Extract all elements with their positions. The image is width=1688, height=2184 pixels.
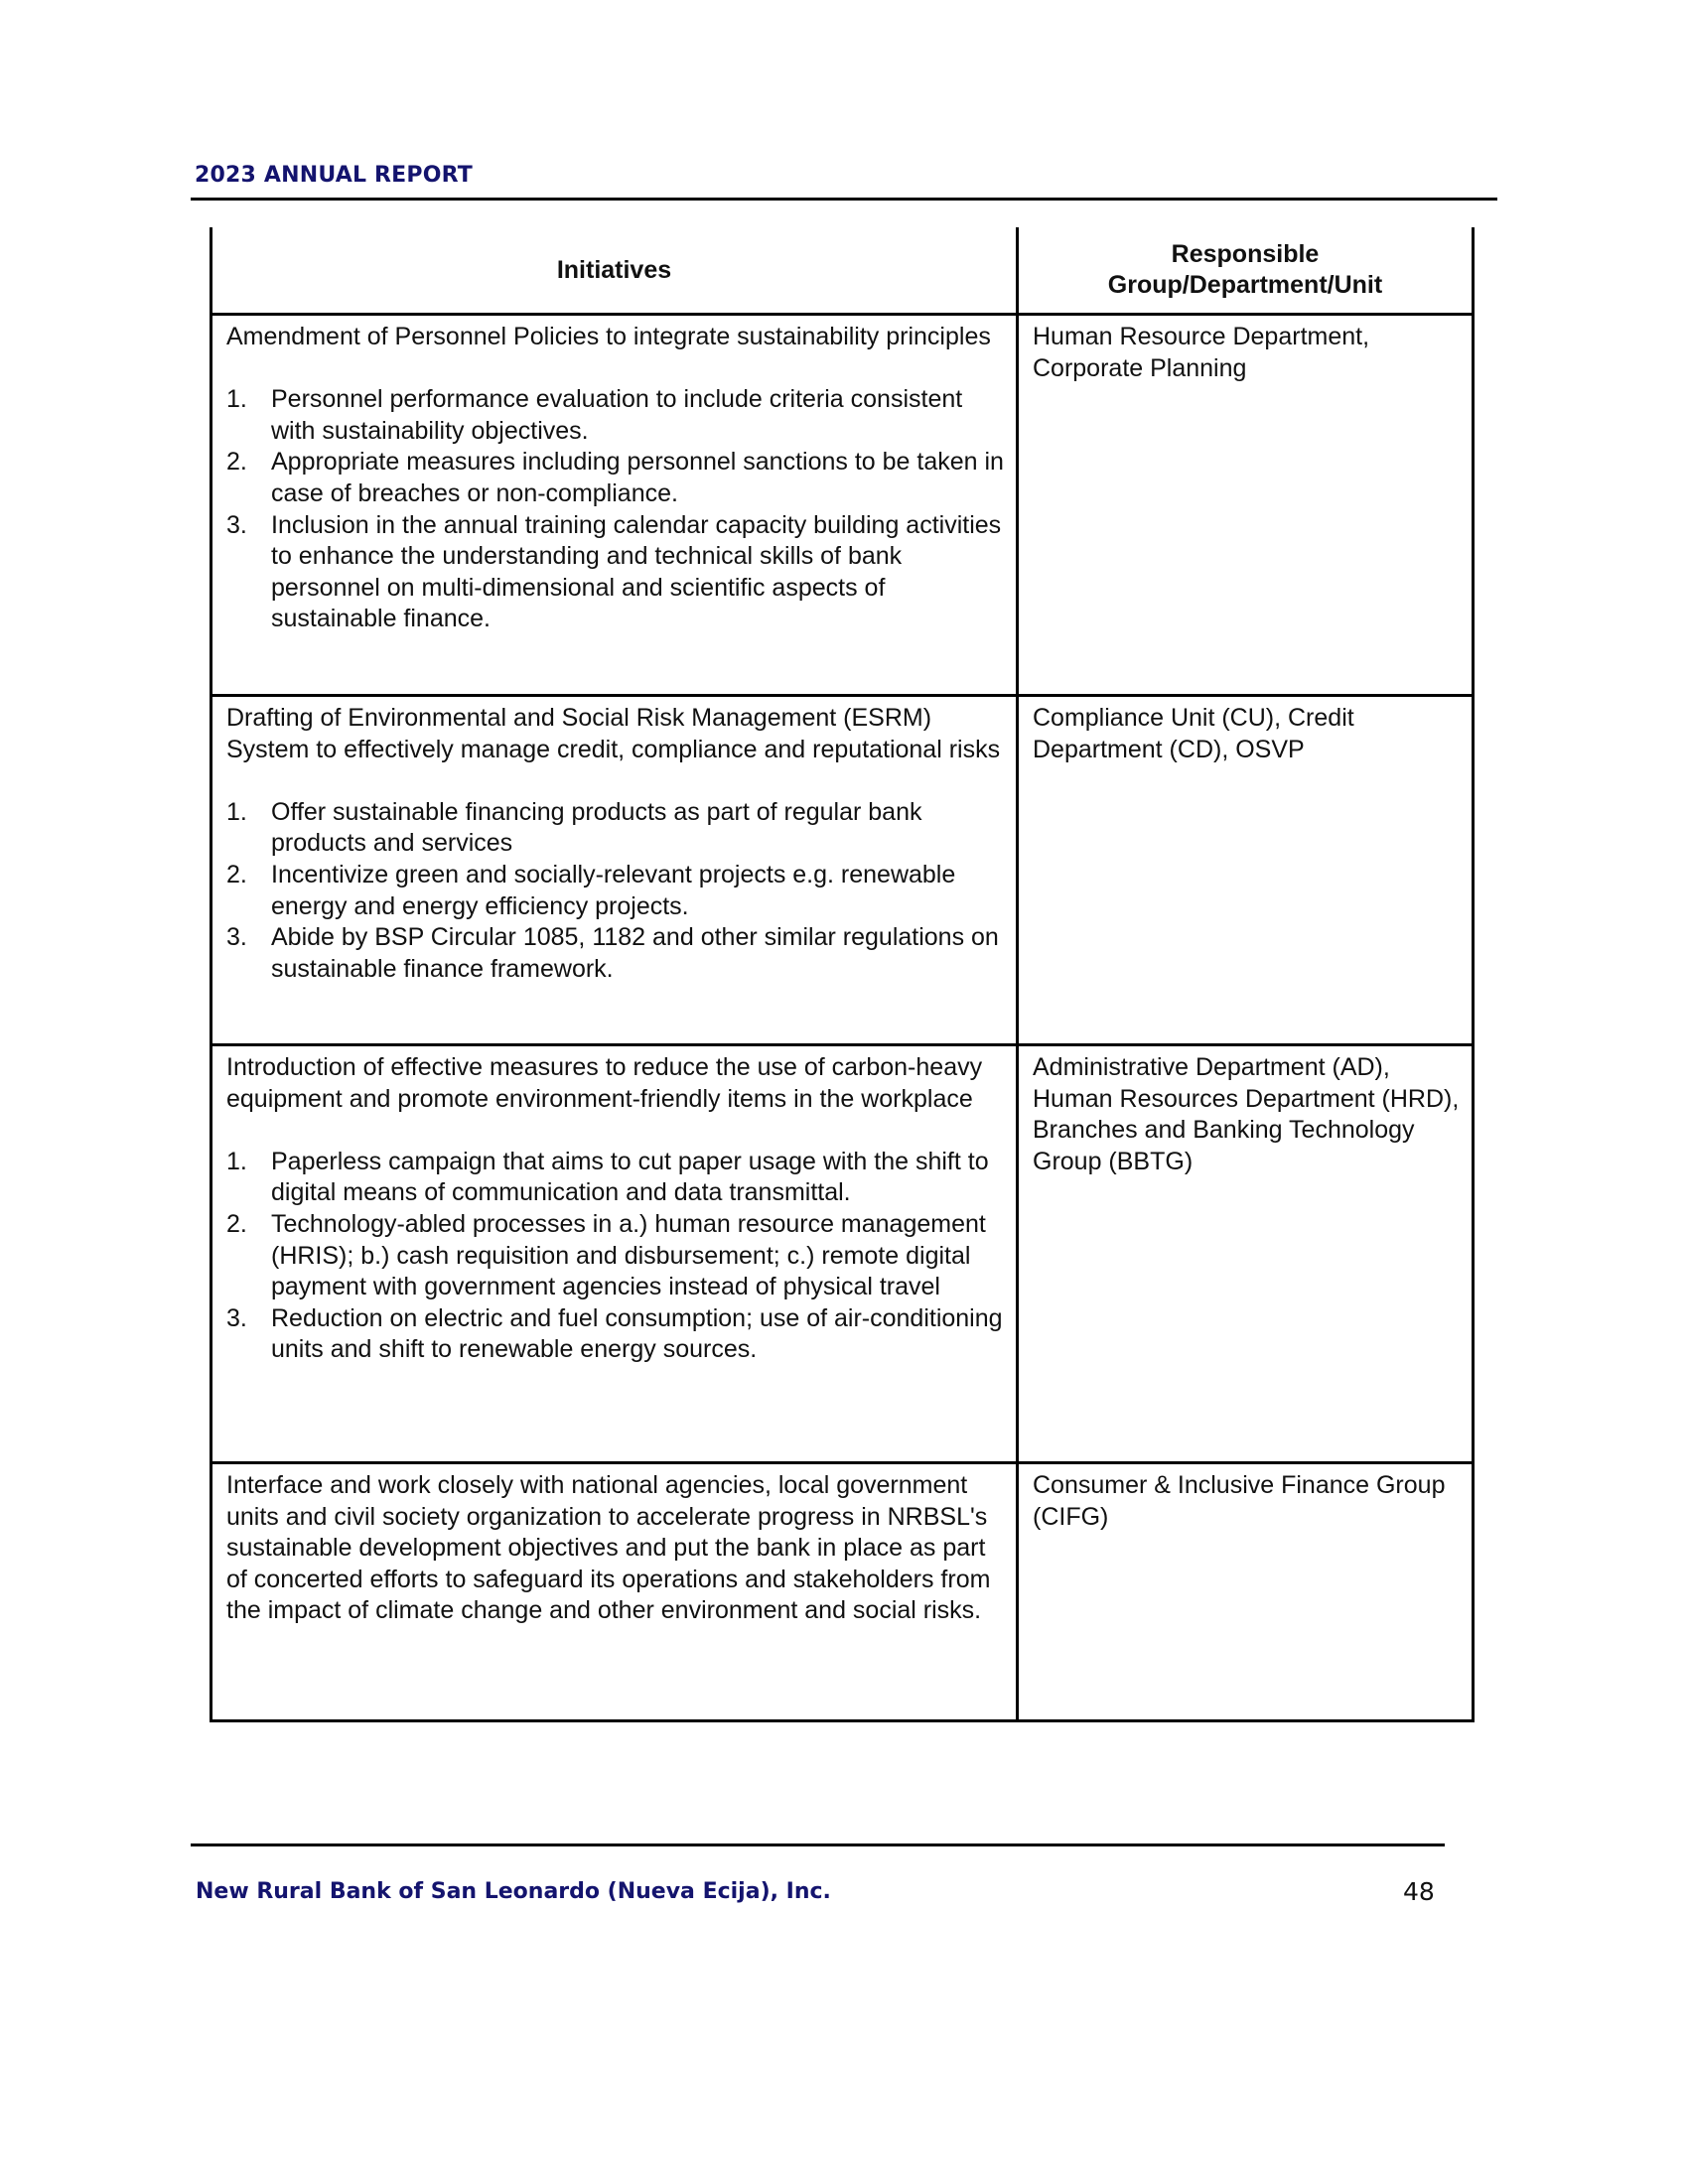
item-text: Offer sustainable financing products as part of regular bank products and services: [271, 797, 922, 858]
item-number: 2.: [226, 448, 247, 477]
initiative-items: [226, 797, 1004, 986]
initiative-cell: [211, 1463, 1018, 1721]
responsible-text: Human Resource Department, Corporate Planning: [1033, 323, 1370, 382]
report-title: 2023 ANNUAL REPORT: [195, 163, 473, 188]
item-number: 3.: [226, 1303, 247, 1332]
initiatives-table: [210, 227, 1475, 1722]
item-number: 3.: [226, 923, 247, 952]
column-header-initiatives: Initiatives: [211, 227, 1018, 315]
initiative-cell: [211, 696, 1018, 1045]
column-header-responsible-line1: Responsible: [1171, 240, 1320, 268]
list-item: [226, 510, 1004, 635]
footer-divider: [191, 1843, 1445, 1846]
item-text: Personnel performance evaluation to include criteria consistent with sustainability objectives.: [271, 385, 963, 445]
responsible-text: Compliance Unit (CU), Credit Department (CD), OSVP: [1033, 704, 1354, 763]
list-item: [226, 1303, 1004, 1366]
list-item: [226, 384, 1004, 447]
initiative-cell: [211, 315, 1018, 696]
table-row: [211, 1463, 1474, 1721]
responsible-text: Administrative Department (AD), Human Resources Department (HRD), Branches and Banking Technology Group (BBTG): [1033, 1053, 1460, 1175]
item-text: Reduction on electric and fuel consumption; use of air-conditioning units and shift to renewable energy sources.: [271, 1303, 1003, 1364]
list-item: [226, 447, 1004, 509]
table-row: [211, 315, 1474, 696]
responsible-cell: [1018, 1463, 1474, 1721]
item-number: 2.: [226, 860, 247, 888]
item-number: 1.: [226, 385, 247, 414]
list-item: [226, 797, 1004, 860]
initiative-items: [226, 1147, 1004, 1366]
footer-organization: New Rural Bank of San Leonardo (Nueva Ecija), Inc.: [196, 1879, 831, 1904]
item-text: Appropriate measures including personnel sanctions to be taken in case of breaches or non-compliance.: [271, 448, 1004, 507]
column-header-responsible-line2: Group/Department/Unit: [1107, 271, 1383, 299]
responsible-cell: [1018, 696, 1474, 1045]
initiative-title: Drafting of Environmental and Social Risk Management (ESRM) System to effectively manage credit, compliance and reputational risks: [226, 704, 1001, 763]
initiative-items: [226, 384, 1004, 635]
item-text: Paperless campaign that aims to cut paper usage with the shift to digital means of communication and data transmittal.: [271, 1147, 989, 1207]
item-text: Technology-abled processes in a.) human resource management (HRIS); b.) cash requisition and disbursement; c.) remote digital payment with government agencies instead of physical travel: [271, 1209, 986, 1301]
list-item: [226, 860, 1004, 922]
column-header-responsible: [1018, 227, 1474, 315]
responsible-cell: [1018, 315, 1474, 696]
initiative-title: Interface and work closely with national agencies, local government units and civil society organization to accelerate progress in NRBSL's sustainable development objectives and put the bank in place as part of concerted efforts to safeguard its operations and stakeholders from the impact of climate change and other environment and social risks.: [226, 1471, 991, 1625]
table-header-row: [211, 227, 1474, 315]
item-number: 1.: [226, 797, 247, 826]
initiative-title: Amendment of Personnel Policies to integrate sustainability principles: [226, 323, 991, 350]
header-divider: [191, 198, 1497, 201]
initiative-cell: [211, 1045, 1018, 1463]
initiative-title: Introduction of effective measures to reduce the use of carbon-heavy equipment and promote environment-friendly items in the workplace: [226, 1053, 983, 1113]
item-text: Abide by BSP Circular 1085, 1182 and other similar regulations on sustainable finance framework.: [271, 923, 999, 983]
item-text: Inclusion in the annual training calendar capacity building activities to enhance the understanding and technical skills of bank personnel on multi-dimensional and scientific aspects of sustainable finance.: [271, 510, 1002, 633]
item-number: 2.: [226, 1209, 247, 1238]
item-number: 1.: [226, 1147, 247, 1175]
responsible-cell: [1018, 1045, 1474, 1463]
item-number: 3.: [226, 510, 247, 539]
table-row: [211, 696, 1474, 1045]
list-item: [226, 922, 1004, 985]
list-item: [226, 1147, 1004, 1209]
item-text: Incentivize green and socially-relevant projects e.g. renewable energy and energy efficiency projects.: [271, 860, 956, 920]
list-item: [226, 1209, 1004, 1303]
page-number: 48: [1403, 1877, 1435, 1906]
table-row: [211, 1045, 1474, 1463]
responsible-text: Consumer & Inclusive Finance Group (CIFG): [1033, 1471, 1446, 1531]
